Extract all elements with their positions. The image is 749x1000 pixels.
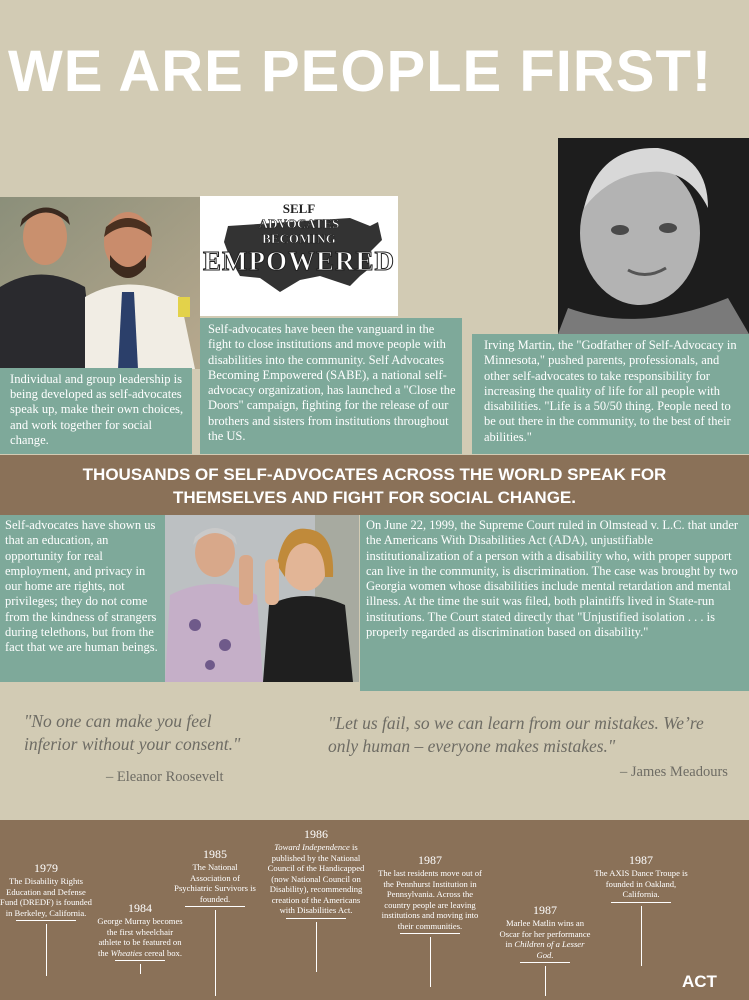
timeline-text: is published by the National Council of the Handicapped (now National Council on Disability), recommending creation of the Americans with Disabilities Act. xyxy=(267,842,365,915)
timeline-year: 1987 xyxy=(533,903,557,917)
timeline-text: The AXIS Dance Troupe is founded in Oakland, California. xyxy=(594,868,688,899)
sabe-logo-line1: SELF xyxy=(282,201,316,216)
timeline-year: 1984 xyxy=(128,901,152,915)
photo-two-men xyxy=(0,197,200,369)
timeline-year: 1987 xyxy=(629,853,653,867)
headline-line2: THEMSELVES AND FIGHT FOR SOCIAL CHANGE. xyxy=(173,488,576,507)
timeline-year: 1987 xyxy=(418,853,442,867)
timeline-event-1987-axis xyxy=(594,852,688,966)
timeline-italic: Children of a Lesser God. xyxy=(514,939,585,960)
quote-roosevelt-attribution: – Eleanor Roosevelt xyxy=(106,769,224,785)
sabe-logo-line2: ADVOCATES xyxy=(258,216,340,231)
timeline-text: Marlee Matlin wins an Oscar for her performance in xyxy=(499,918,591,949)
timeline-italic: Wheaties xyxy=(110,947,143,958)
timeline-event-1987-pennhurst xyxy=(374,852,486,987)
quote-roosevelt: "No one can make you feel inferior without your consent." xyxy=(24,711,241,754)
timeline-event-1979 xyxy=(0,860,92,976)
irving-martin-image xyxy=(558,138,749,334)
quote-meadours-attribution: – James Meadours xyxy=(620,764,728,780)
act-logo: ACT xyxy=(682,972,717,991)
timeline-event-1984 xyxy=(97,900,183,974)
sabe-logo xyxy=(200,196,398,316)
panel-irving xyxy=(472,334,749,454)
timeline-text: George Murray becomes the first wheelchair athlete to be featured on the xyxy=(97,916,183,958)
sabe-logo-line3: BECOMING xyxy=(262,231,336,246)
sabe-logo-line4: EMPOWERED xyxy=(202,246,395,276)
two-men-image xyxy=(0,197,200,369)
headline-line1: THOUSANDS OF SELF-ADVOCATES ACROSS THE WORLD SPEAK FOR xyxy=(82,465,667,484)
timeline-event-1986 xyxy=(264,826,368,972)
timeline-year: 1985 xyxy=(203,847,227,861)
timeline-event-1987-matlin xyxy=(498,902,592,996)
photo-two-women xyxy=(165,515,359,682)
panel-leadership xyxy=(0,368,192,454)
headline xyxy=(0,463,749,509)
timeline-italic: Toward Independence xyxy=(274,842,350,852)
panel-olmstead xyxy=(360,515,749,691)
panel-leadership-text: Individual and group leadership is being developed as self-advocates speak up, make their own choices, and work together for social change. xyxy=(10,372,184,447)
panel-rights-text: Self-advocates have shown us that an education, an opportunity for real employment, and privacy in our home are rights, not privileges; they do not come from the kindness of strangers during telethons, but from the fact that we are human beings. xyxy=(5,518,158,655)
timeline-text: The National Association of Psychiatric Survivors is founded. xyxy=(174,862,256,904)
timeline-text-b: cereal box. xyxy=(144,947,183,958)
two-women-image xyxy=(165,515,359,682)
panel-irving-text: Irving Martin, the "Godfather of Self-Advocacy in Minnesota," pushed parents, professionals, and other self-advocates to take responsibility for increasing the quality of life for all people with disabilities. "Life is a 50/50 thing. People need to be out there in the community, to the best of their abilities." xyxy=(484,338,737,444)
photo-irving-martin xyxy=(558,138,749,334)
panel-rights xyxy=(0,515,165,682)
panel-olmstead-text: On June 22, 1999, the Supreme Court ruled in Olmstead v. L.C. that under the Americans With Disabilities Act (ADA), unjustifiable institutionalization of a person with a disability who, with proper support can live in the community, is discrimination. The case was brought by two Georgia women whose disabilities include mental retardation and mental illness. At the time the suit was filed, both plaintiffs lived in State-run institutions. The Court stated directly that "Unjustified isolation . . . is properly regarded as discrimination based on disability." xyxy=(366,518,739,640)
quote-meadours: "Let us fail, so we can learn from our mistakes. We’re only human – everyone makes mistakes." xyxy=(328,713,704,756)
page-title: WE ARE PEOPLE FIRST! xyxy=(8,39,713,104)
panel-sabe xyxy=(200,318,462,454)
timeline-year: 1979 xyxy=(34,861,58,875)
timeline-text: The last residents move out of the Pennhurst Institution in Pennsylvania. Across the country people are leaving institutions and moving into their communities. xyxy=(378,868,482,931)
timeline-event-1985 xyxy=(172,846,258,996)
panel-sabe-text: Self-advocates have been the vanguard in the fight to close institutions and move people with disabilities into the community. Self Advocates Becoming Empowered (SABE), a national self-advocacy organization, has launched a "Close the Doors" campaign, fighting for the release of our brothers and sisters from institutions throughout the US. xyxy=(208,322,456,444)
timeline-year: 1986 xyxy=(304,827,328,841)
timeline-text: The Disability Rights Education and Defense Fund (DREDF) is founded in Berkeley, California. xyxy=(0,876,92,918)
